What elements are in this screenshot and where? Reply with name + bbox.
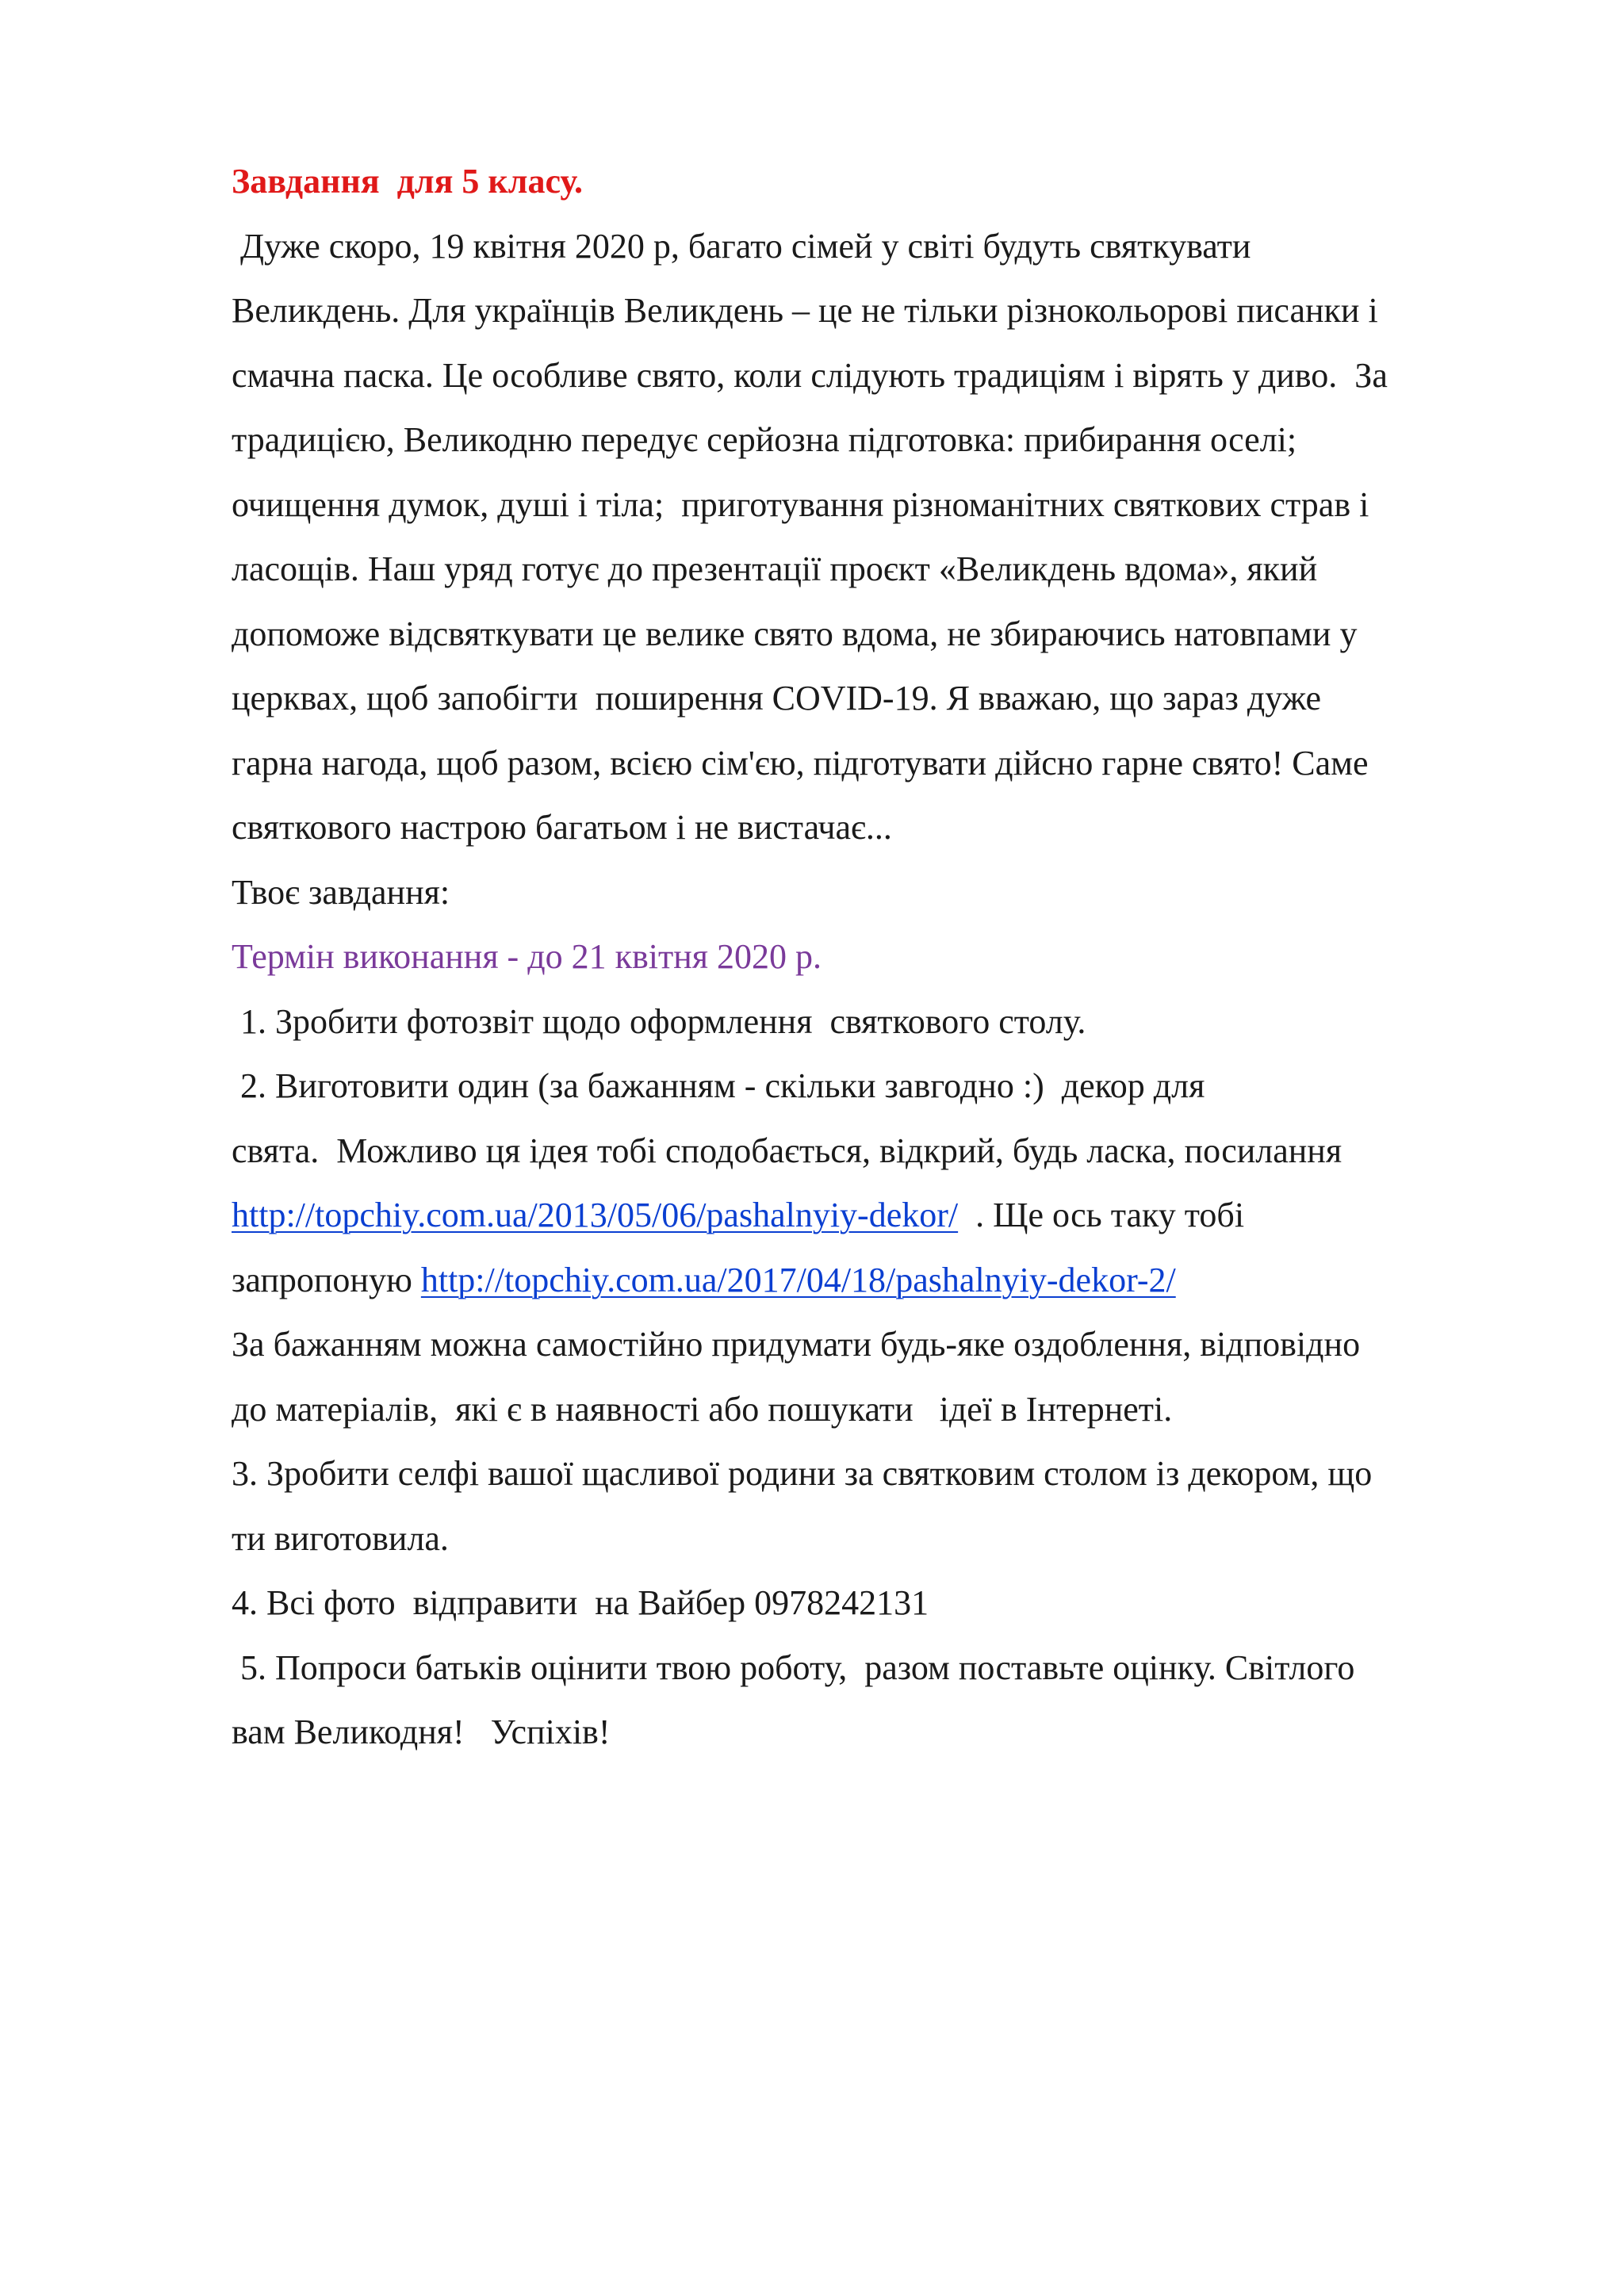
before-link-text: запропоную <box>232 1260 421 1299</box>
intro-line: Великдень. Для українців Великдень – це не тільки різнокольорові писанки і <box>232 291 1378 330</box>
decor-link-1[interactable]: http://topchiy.com.ua/2013/05/06/pashalnyiy-dekor/ <box>232 1196 959 1234</box>
intro-line: смачна паска. Це особливе свято, коли слідують традиціям і вірять у диво. За <box>232 355 1388 395</box>
intro-paragraph <box>232 214 1532 860</box>
task-item-3 <box>232 1441 1532 1571</box>
link-line-1 <box>232 1183 1532 1248</box>
intro-line: гарна нагода, щоб разом, всією сім'єю, підготувати дійсно гарне свято! Саме <box>232 743 1369 783</box>
task-item-2-line: 2. Виготовити один (за бажанням - скільки завгодно :) декор для <box>232 1066 1205 1105</box>
intro-line: святкового настрою багатьом і не вистачає... <box>232 808 892 847</box>
document-page <box>232 149 1532 1765</box>
task-item-5-line: вам Великодня! Успіхів! <box>232 1712 611 1751</box>
intro-line: церквах, щоб запобігти поширення COVID-19. Я вважаю, що зараз дуже <box>232 679 1322 718</box>
task-heading: Твоє завдання: <box>232 872 450 912</box>
decor-link-2[interactable]: http://topchiy.com.ua/2017/04/18/pashalnyiy-dekor-2/ <box>420 1260 1176 1299</box>
task-item-3-line: ти виготовила. <box>232 1518 449 1558</box>
task-item-2 <box>232 1054 1532 1312</box>
extra-line: За бажанням можна самостійно придумати будь-яке оздоблення, відповідно <box>232 1325 1361 1364</box>
intro-line: традицією, Великодню передує серйозна підготовка: прибирання оселі; <box>232 420 1297 459</box>
extra-line: до матеріалів, які є в наявності або пошукати ідеї в Інтернеті. <box>232 1389 1173 1429</box>
task-item-2-line: свята. Можливо ця ідея тобі сподобається, відкрий, будь ласка, посилання <box>232 1131 1342 1170</box>
intro-line: допоможе відсвяткувати це велике свято вдома, не збираючись натовпами у <box>232 614 1358 653</box>
link-line-2 <box>232 1248 1532 1313</box>
deadline-text: Термін виконання - до 21 квітня 2020 р. <box>232 937 822 976</box>
task-item-3-line: 3. Зробити селфі вашої щасливої родини за святковим столом із декором, що <box>232 1454 1373 1493</box>
task-item-5-line: 5. Попроси батьків оцінити твою роботу, разом поставьте оцінку. Світлого <box>232 1647 1355 1687</box>
intro-line: очищення думок, душі і тіла; приготування різноманітних святкових страв і <box>232 484 1369 524</box>
task-item-1: 1. Зробити фотозвіт щодо оформлення святкового столу. <box>232 1001 1086 1041</box>
task-item-4: 4. Всі фото відправити на Вайбер 0978242131 <box>232 1583 929 1622</box>
document-title: Завдання для 5 класу. <box>232 162 583 201</box>
intro-line: Дуже скоро, 19 квітня 2020 р, багато сімей у світі будуть святкувати <box>232 226 1251 266</box>
task-item-5 <box>232 1636 1532 1765</box>
after-link-text: . Ще ось таку тобі <box>958 1196 1245 1234</box>
intro-line: ласощів. Наш уряд готує до презентації проєкт «Великдень вдома», який <box>232 549 1318 588</box>
